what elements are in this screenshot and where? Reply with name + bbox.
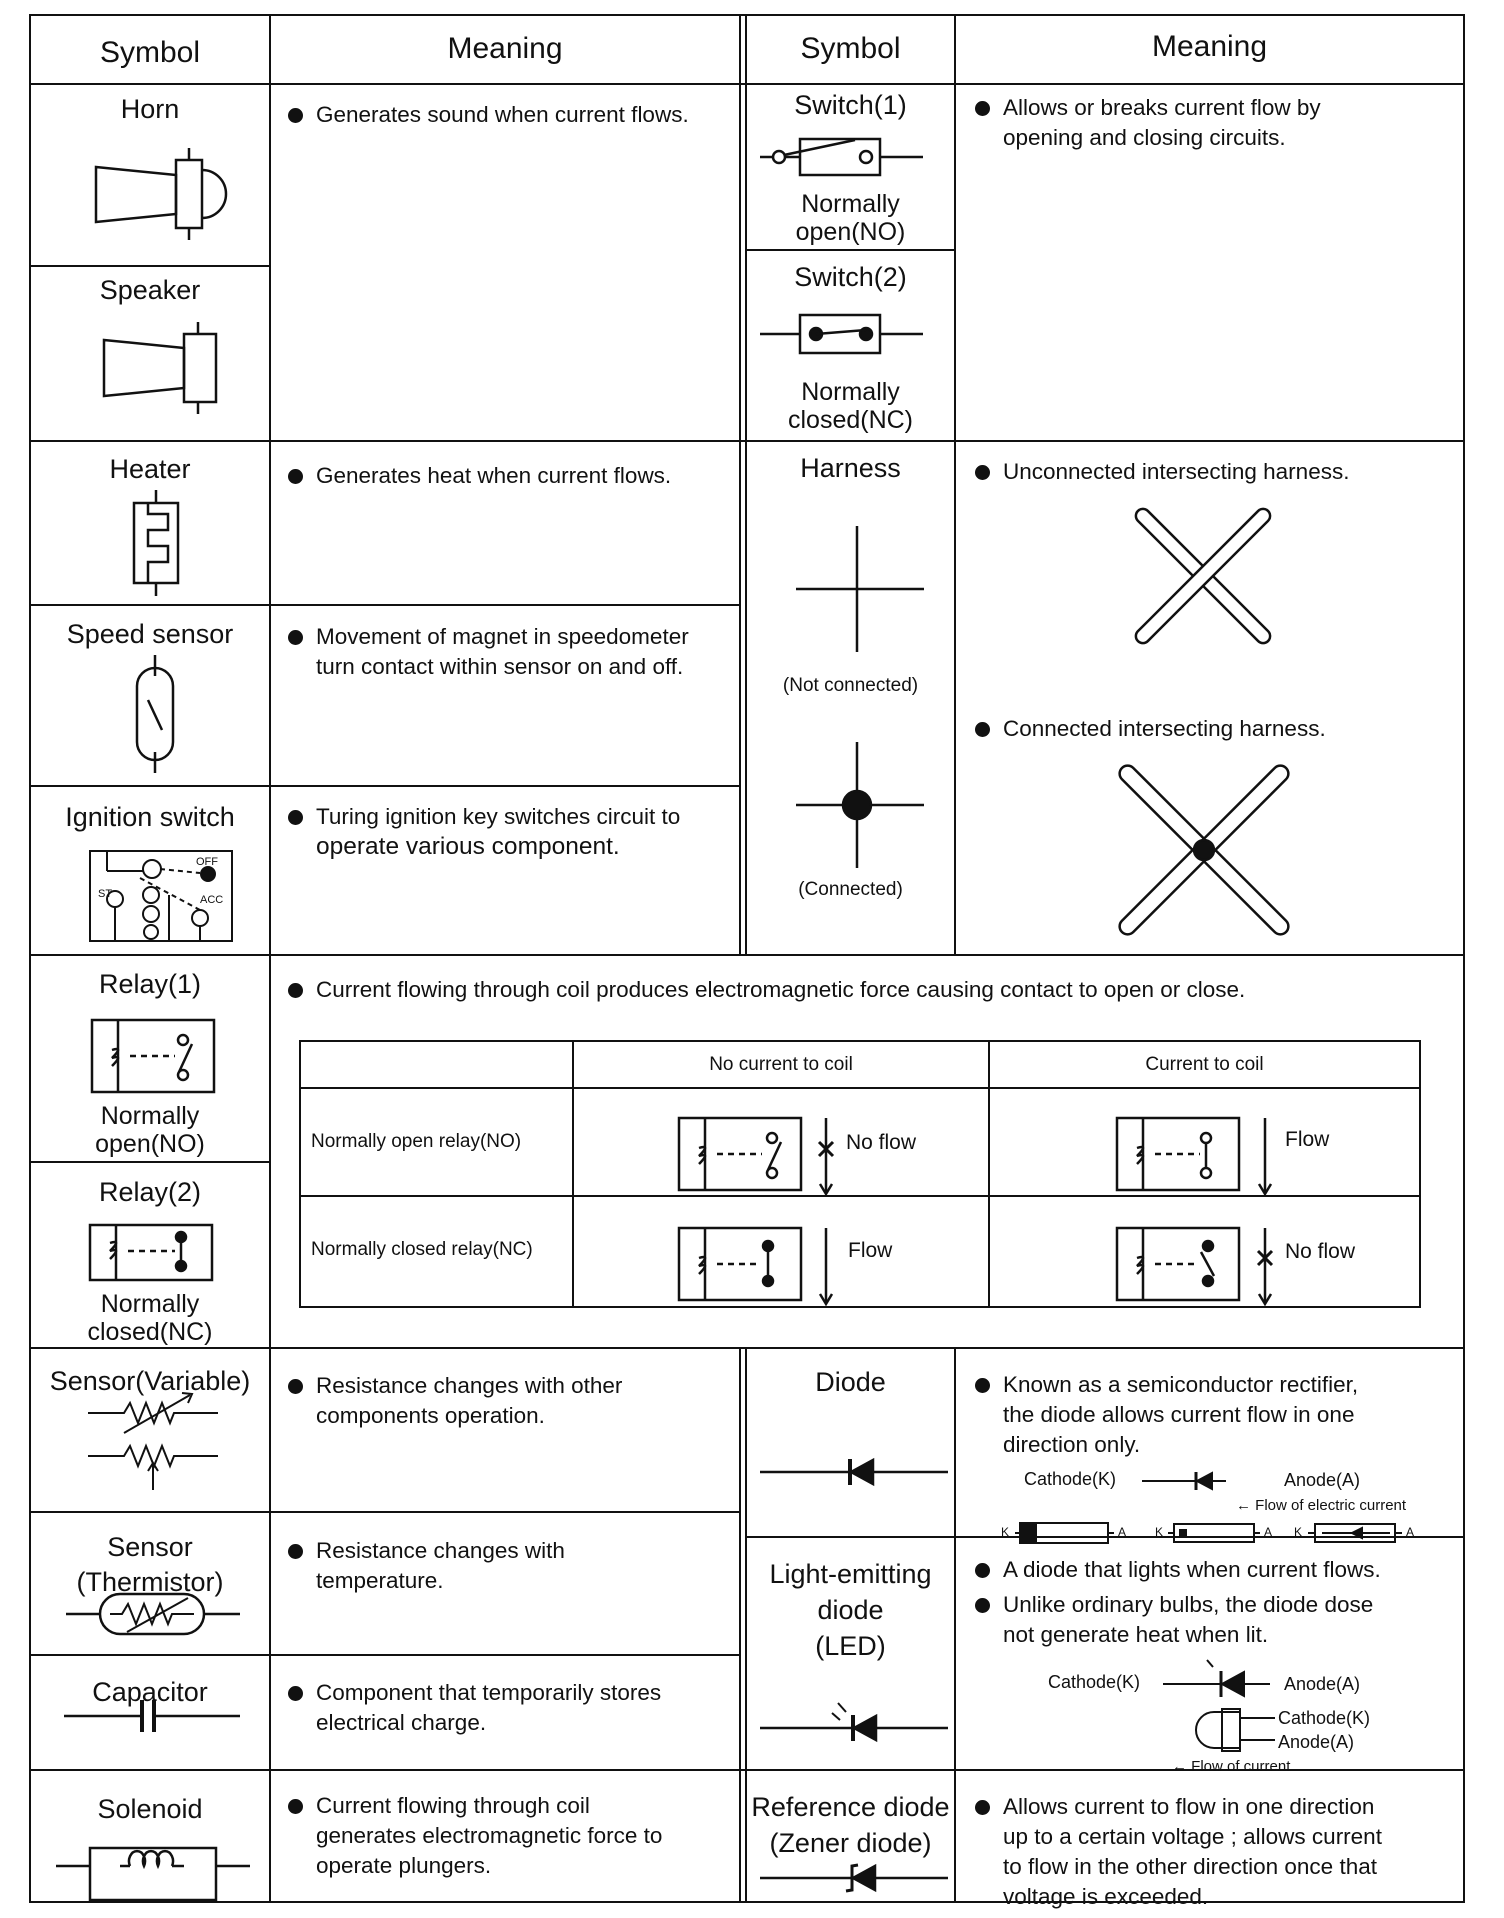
ignition-switch-meaning bbox=[288, 802, 733, 862]
ignition-label-acc: ACC bbox=[200, 894, 224, 906]
led-cathode-label: Cathode(K) bbox=[1048, 1672, 1141, 1692]
meaning-continuation: operate plungers. bbox=[316, 1853, 492, 1878]
led-anode-label: Anode(A) bbox=[1284, 1674, 1361, 1694]
meaning-continuation: the diode allows current flow in one bbox=[1003, 1402, 1355, 1427]
harness-not-connected-label: (Not connected) bbox=[782, 675, 919, 696]
harness-unconnected-icon bbox=[796, 526, 924, 652]
meaning-continuation: opening and closing circuits. bbox=[1003, 125, 1286, 150]
diode-package-diagrams bbox=[1015, 1523, 1402, 1543]
switch-no-icon bbox=[760, 139, 923, 175]
led-meaning-2 bbox=[975, 1590, 1460, 1650]
diode-title: Diode bbox=[815, 1367, 886, 1397]
relay2-caption-1: Normally bbox=[100, 1290, 200, 1318]
led-title-3: (LED) bbox=[815, 1631, 886, 1661]
solenoid-icon bbox=[56, 1848, 250, 1900]
solenoid-meaning bbox=[288, 1791, 733, 1881]
speaker-icon bbox=[104, 322, 216, 414]
unconnected-wire-illustration bbox=[1133, 506, 1273, 646]
relay1-caption-2: open(NO) bbox=[95, 1130, 205, 1158]
speaker-title: Speaker bbox=[99, 275, 201, 305]
diode-k-2: K bbox=[1155, 1525, 1164, 1539]
meaning-continuation: electrical charge. bbox=[316, 1710, 487, 1735]
meaning-bullet: Known as a semiconductor rectifier, bbox=[975, 1370, 1455, 1400]
meaning-bullet: Generates heat when current flows. bbox=[288, 461, 733, 491]
heater-icon bbox=[134, 490, 178, 596]
solenoid-title: Solenoid bbox=[97, 1794, 203, 1824]
meaning-continuation: generates electromagnetic force to bbox=[316, 1823, 663, 1848]
horn-speaker-meaning bbox=[288, 100, 733, 130]
relay-no-off-diagram bbox=[679, 1118, 833, 1194]
harness-connected-label: (Connected) bbox=[798, 879, 903, 900]
diode-flow-note: ← Flow of electric current bbox=[1236, 1497, 1407, 1514]
switch1-title: Switch(1) bbox=[794, 90, 907, 120]
thermistor-meaning bbox=[288, 1536, 733, 1596]
header-meaning-right: Meaning bbox=[1151, 30, 1268, 63]
meaning-continuation: up to a certain voltage ; allows current bbox=[1003, 1824, 1382, 1849]
meaning-continuation: operate various component. bbox=[316, 833, 620, 860]
thermistor-icon bbox=[66, 1594, 240, 1634]
zener-meaning bbox=[975, 1792, 1460, 1912]
header-meaning-left: Meaning bbox=[447, 32, 563, 65]
led-package-diagram bbox=[1196, 1709, 1275, 1751]
harness-title: Harness bbox=[800, 453, 901, 483]
meaning-bullet: Resistance changes with other bbox=[288, 1371, 733, 1401]
relay-nc-icon bbox=[90, 1225, 212, 1280]
meaning-continuation: to flow in the other direction once that bbox=[1003, 1854, 1377, 1879]
relay-table-row-no: Normally open relay(NO) bbox=[311, 1131, 522, 1152]
ignition-label-st: ST bbox=[98, 888, 113, 900]
meaning-continuation: temperature. bbox=[316, 1568, 444, 1593]
capacitor-meaning bbox=[288, 1678, 733, 1738]
meaning-continuation: not generate heat when lit. bbox=[1003, 1622, 1269, 1647]
led-title-1: Light-emitting bbox=[769, 1559, 932, 1589]
diode-cathode-label: Cathode(K) bbox=[1024, 1469, 1117, 1489]
zener-title-1: Reference diode bbox=[751, 1792, 950, 1822]
meaning-bullet: Generates sound when current flows. bbox=[288, 100, 733, 130]
diode-a-1: A bbox=[1118, 1525, 1127, 1539]
relay-no-icon bbox=[92, 1020, 214, 1092]
meaning-continuation: turn contact within sensor on and off. bbox=[316, 654, 684, 679]
switch-nc-icon bbox=[760, 315, 923, 353]
relay-meaning bbox=[288, 975, 1458, 1005]
meaning-bullet: Component that temporarily stores bbox=[288, 1678, 733, 1708]
relay-nc-off-diagram bbox=[679, 1228, 832, 1304]
switch2-title: Switch(2) bbox=[794, 262, 907, 292]
led-icon bbox=[760, 1703, 948, 1741]
led-title-2: diode bbox=[817, 1595, 884, 1625]
meaning-bullet: Allows or breaks current flow by bbox=[975, 93, 1455, 123]
meaning-continuation: voltage is exceeded. bbox=[1003, 1884, 1209, 1909]
meaning-bullet: A diode that lights when current flows. bbox=[975, 1555, 1460, 1585]
meaning-bullet: Current flowing through coil bbox=[288, 1791, 733, 1821]
relay-table-row-nc: Normally closed relay(NC) bbox=[311, 1239, 533, 1260]
heater-title: Heater bbox=[109, 454, 191, 484]
led-flow-note: ← Flow of current bbox=[1172, 1758, 1291, 1775]
harness-connected-icon bbox=[796, 742, 924, 868]
diode-icon bbox=[760, 1459, 948, 1485]
relay-nc-on-diagram bbox=[1117, 1228, 1272, 1304]
diode-orientation-diagram bbox=[1142, 1472, 1226, 1490]
variable-sensor-icon bbox=[88, 1393, 218, 1490]
horn-title: Horn bbox=[120, 94, 180, 124]
heater-meaning bbox=[288, 461, 733, 491]
relay-table-col-no-current: No current to coil bbox=[709, 1054, 853, 1075]
variable-sensor-title: Sensor(Variable) bbox=[49, 1366, 251, 1396]
relay-no-on-diagram bbox=[1117, 1118, 1271, 1194]
zener-diode-icon bbox=[760, 1865, 948, 1891]
relay-no-on-state: Flow bbox=[1285, 1128, 1330, 1151]
switch2-caption-2: closed(NC) bbox=[787, 406, 914, 434]
relay1-caption-1: Normally bbox=[100, 1102, 200, 1130]
diode-k-1: K bbox=[1001, 1525, 1010, 1539]
relay-nc-on-state: No flow bbox=[1285, 1240, 1356, 1263]
led-orientation-diagram bbox=[1163, 1660, 1270, 1697]
diode-k-3: K bbox=[1294, 1525, 1303, 1539]
meaning-bullet: Connected intersecting harness. bbox=[975, 714, 1455, 744]
speed-sensor-title: Speed sensor bbox=[66, 619, 234, 649]
meaning-continuation: components operation. bbox=[316, 1403, 545, 1428]
switch-meaning bbox=[975, 93, 1455, 153]
diode-anode-label: Anode(A) bbox=[1284, 1470, 1361, 1490]
diode-a-2: A bbox=[1264, 1525, 1273, 1539]
harness-unconnected-meaning bbox=[975, 457, 1455, 487]
diode-meaning bbox=[975, 1370, 1455, 1460]
switch2-caption-1: Normally bbox=[801, 378, 900, 406]
thermistor-title-1: Sensor bbox=[107, 1532, 193, 1562]
switch1-caption-1: Normally bbox=[801, 190, 900, 218]
speed-sensor-icon bbox=[137, 655, 173, 773]
relay2-caption-2: closed(NC) bbox=[87, 1318, 213, 1346]
led-package-cathode-label: Cathode(K) bbox=[1278, 1708, 1371, 1728]
meaning-continuation: direction only. bbox=[1003, 1432, 1141, 1457]
connected-wire-illustration bbox=[1116, 762, 1291, 937]
relay2-title: Relay(2) bbox=[98, 1177, 202, 1207]
relay-no-off-state: No flow bbox=[846, 1131, 917, 1154]
meaning-bullet: Allows current to flow in one direction bbox=[975, 1792, 1460, 1822]
zener-title-2: (Zener diode) bbox=[769, 1828, 932, 1858]
meaning-bullet: Movement of magnet in speedometer bbox=[288, 622, 733, 652]
relay1-title: Relay(1) bbox=[98, 969, 202, 999]
ignition-switch-title: Ignition switch bbox=[65, 802, 235, 832]
speed-sensor-meaning bbox=[288, 622, 733, 682]
relay-table-col-current: Current to coil bbox=[1145, 1054, 1264, 1075]
meaning-bullet: Unlike ordinary bulbs, the diode dose bbox=[975, 1590, 1460, 1620]
meaning-bullet: Current flowing through coil produces electromagnetic force causing contact to open or close. bbox=[288, 975, 1458, 1005]
header-symbol-right: Symbol bbox=[800, 32, 901, 65]
diode-a-3: A bbox=[1406, 1525, 1415, 1539]
capacitor-title: Capacitor bbox=[92, 1677, 208, 1707]
meaning-bullet: Unconnected intersecting harness. bbox=[975, 457, 1455, 487]
meaning-bullet: Resistance changes with bbox=[288, 1536, 733, 1566]
ignition-label-off: OFF bbox=[196, 856, 218, 868]
harness-connected-meaning bbox=[975, 714, 1455, 744]
switch1-caption-2: open(NO) bbox=[795, 218, 906, 246]
header-symbol-left: Symbol bbox=[99, 36, 201, 69]
led-meaning-1 bbox=[975, 1555, 1460, 1585]
relay-nc-off-state: Flow bbox=[848, 1239, 893, 1262]
led-package-anode-label: Anode(A) bbox=[1278, 1732, 1355, 1752]
meaning-bullet: Turing ignition key switches circuit to bbox=[288, 802, 733, 832]
variable-sensor-meaning bbox=[288, 1371, 733, 1431]
horn-icon bbox=[96, 148, 226, 240]
thermistor-title-2: (Thermistor) bbox=[76, 1567, 224, 1597]
